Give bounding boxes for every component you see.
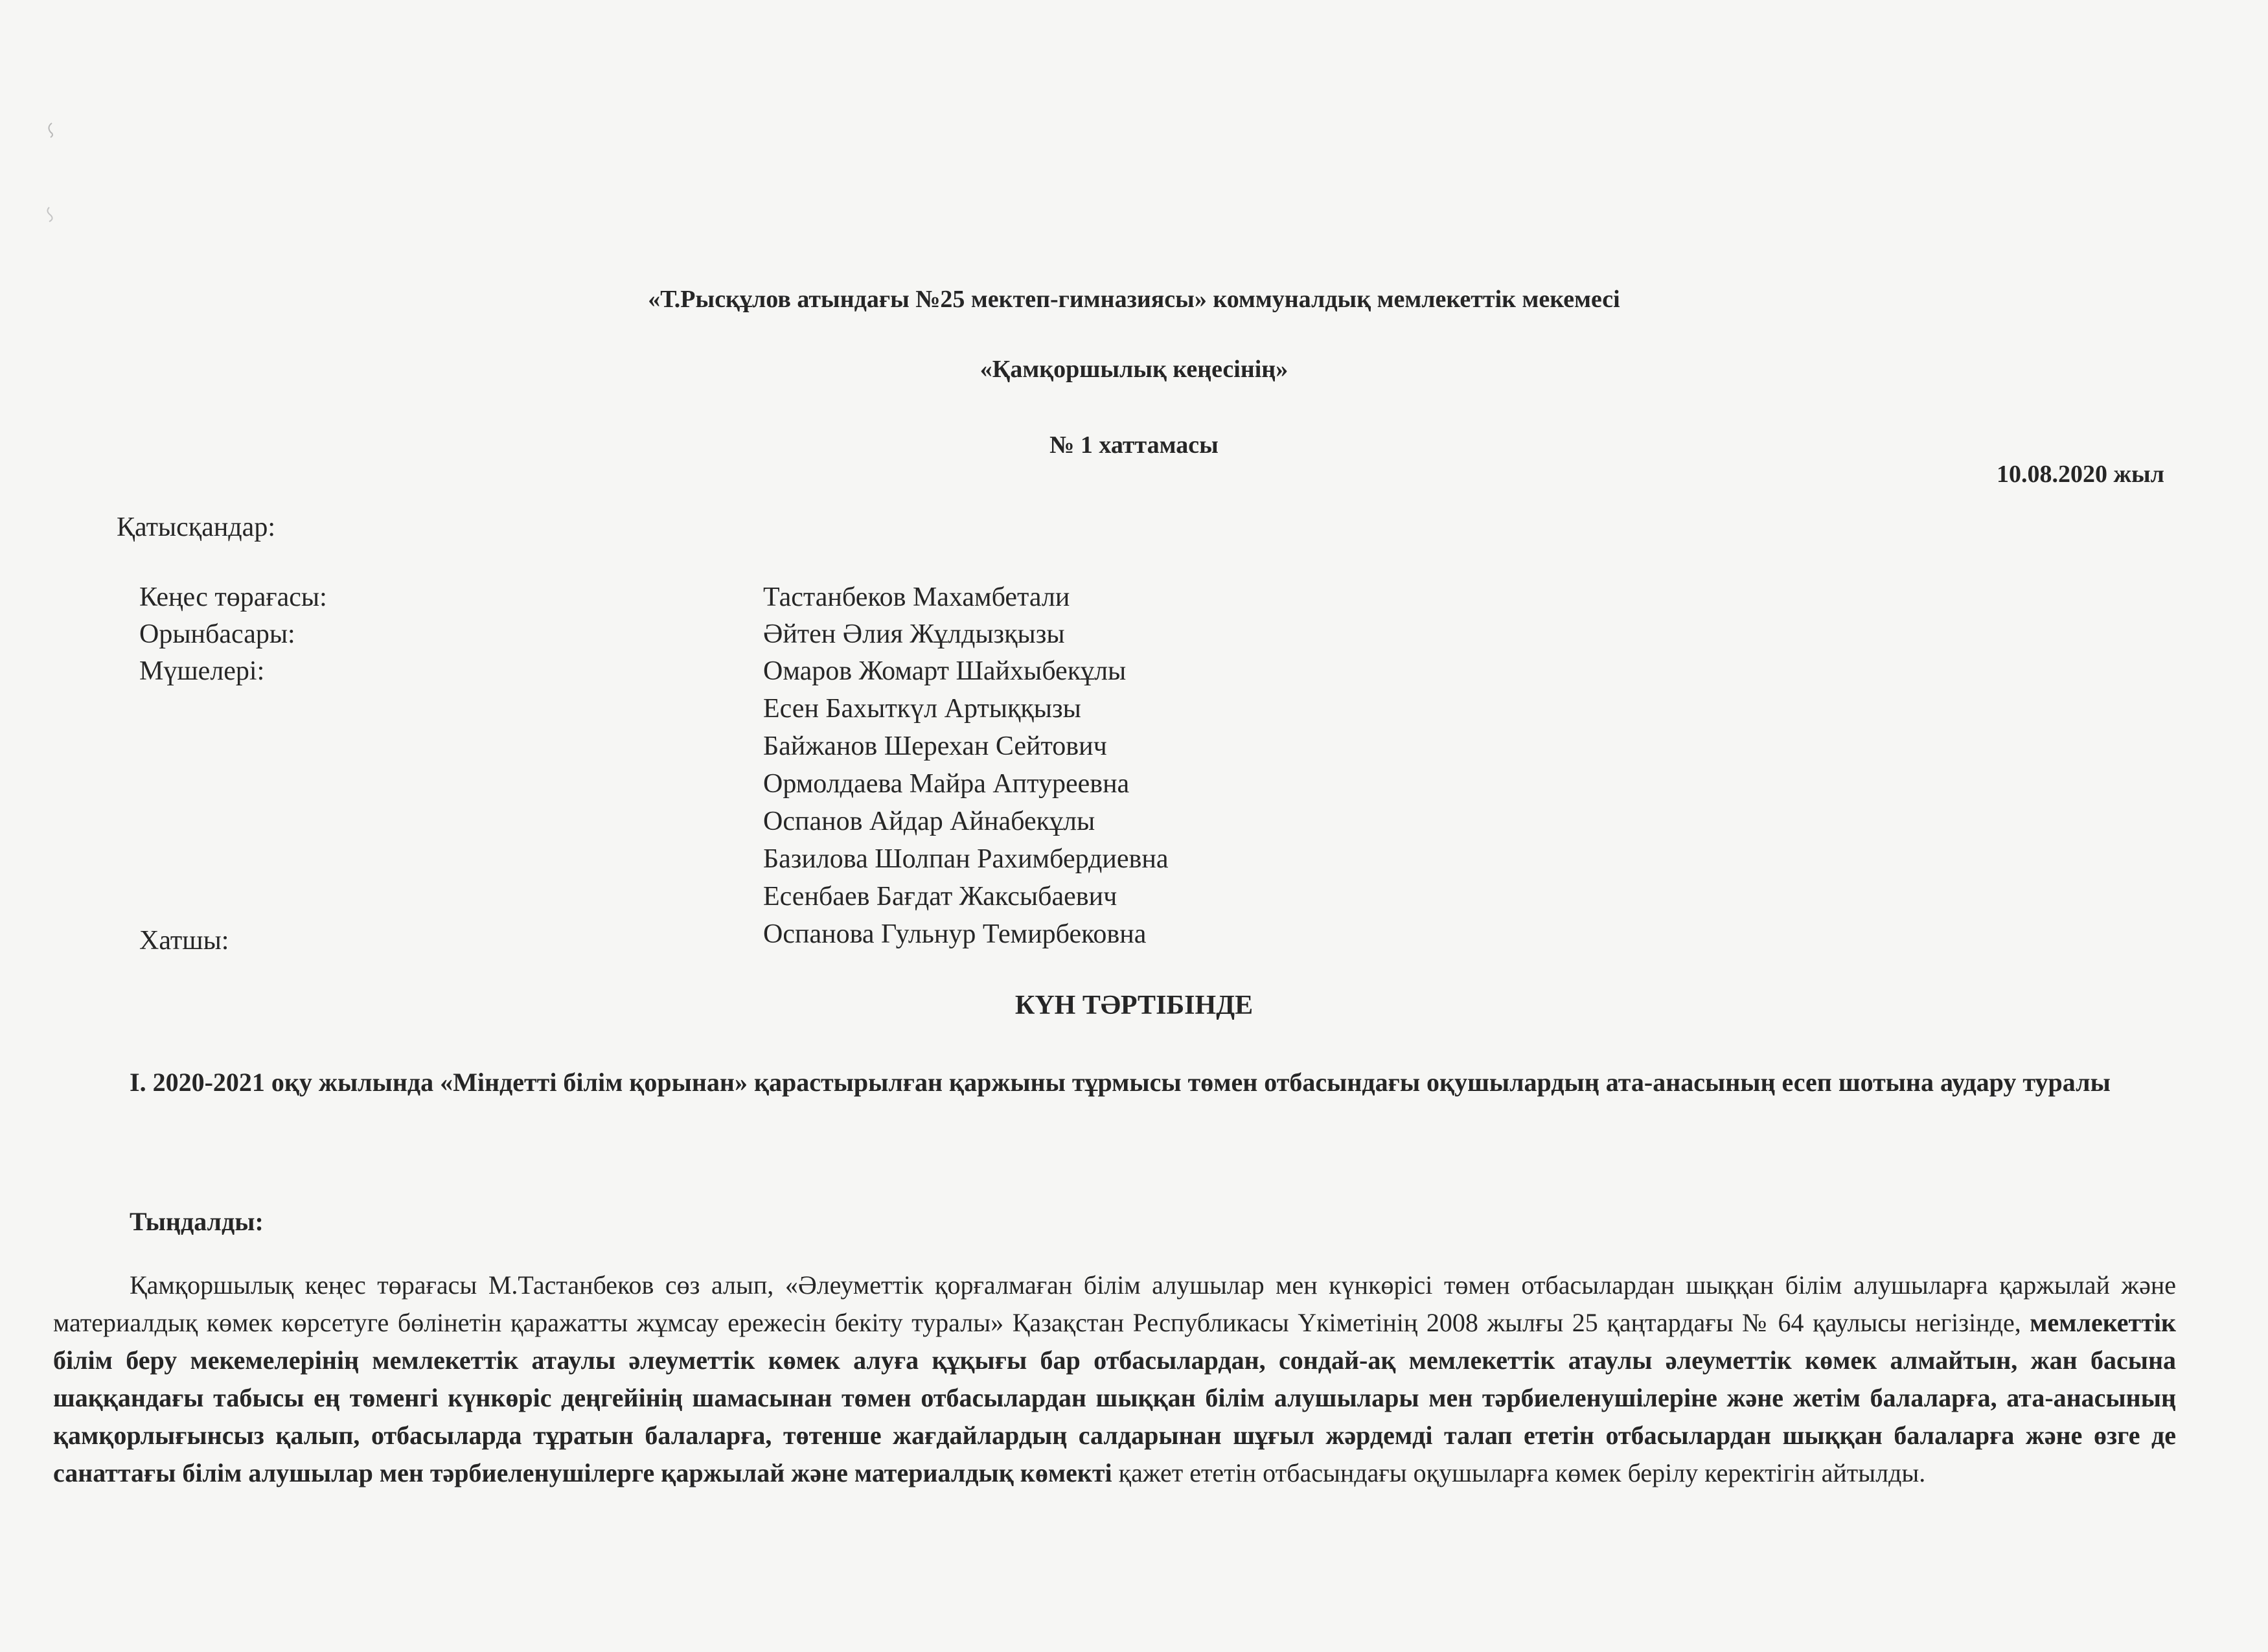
role-secretary: Хатшы:	[139, 926, 229, 956]
participant-name: Есенбаев Бағдат Жаксыбаевич	[763, 882, 1117, 912]
listened-paragraph	[53, 1267, 2176, 1492]
participant-name: Базилова Шолпан Рахимбердиевна	[763, 844, 1169, 874]
participant-name: Ормолдаева Майра Аптуреевна	[763, 769, 1130, 799]
punch-hole-marks	[39, 117, 65, 246]
agenda-item: I. 2020-2021 оқу жылында «Міндетті білім қорынан» қарастырылған қаржыны тұрмысы төмен отбасындағы оқушылардың ата-анасының есеп шотына аудару туралы	[130, 1068, 2111, 1097]
listened-text-end: қажет ететін отбасындағы оқушыларға көмек берілу керектігін айтылды.	[1112, 1458, 1926, 1487]
role-chair: Кеңес төрағасы:	[139, 582, 327, 612]
role-deputy: Орынбасары:	[139, 619, 295, 649]
participant-name: Тастанбеков Махамбетали	[763, 582, 1070, 612]
participant-name: Оспанова Гульнур Темирбековна	[763, 919, 1147, 949]
participant-name: Есен Бахыткүл Артыққызы	[763, 694, 1081, 724]
protocol-date: 10.08.2020 жыл	[1996, 461, 2164, 488]
protocol-number: № 1 хаттамасы	[1049, 431, 1219, 459]
listened-text-start: Қамқоршылық кеңес төрағасы М.Тастанбеков сөз алып, «Әлеуметтік қорғалмаған білім алушылар мен күнкөрісі төмен отбасылардан шыққан білім алушыларға қаржылай және материалдық көмек көрсетуге бөлінетін қаражатты жұмсау ережесін бекіту туралы» Қазақстан Республикасы Үкіметінің 2008 жылғы 25 қаңтардағы № 64 қаулысы негізінде,	[53, 1270, 2176, 1337]
role-members: Мүшелері:	[139, 656, 265, 686]
listened-text-bold: мемлекеттік білім беру мекемелерінің мемлекеттік атаулы әлеуметтік көмек алуға құқығы бар отбасылардан, сондай-ақ мемлекеттік атаулы әлеуметтік көмек алмайтын, жан басына шаққандағы табысы ең төменгі күнкөріс деңгейінің шамасынан төмен отбасылардан шыққан білім алушылары мен тәрбиеленушілеріне және жетім балаларға, ата-анасының қамқорлығынсыз қалып, отбасыларда тұратын балаларға, төтенше жағдайлардың салдарынан шұғыл жәрдемді талап ететін отбасылардан шыққан балаларға және өзге де санаттағы білім алушылар мен тәрбиеленушілерге қаржылай және материалдық көмекті	[53, 1308, 2176, 1487]
participant-name: Әйтен Әлия Жұлдызқызы	[763, 619, 1065, 649]
council-title: «Қамқоршылық кеңесінің»	[979, 356, 1289, 383]
agenda-heading: КҮН ТӘРТІБІНДЕ	[1014, 991, 1254, 1020]
institution-title: «Т.Рысқұлов атындағы №25 мектеп-гимназиясы» коммуналдық мемлекеттік мекемесі	[648, 286, 1620, 313]
listened-heading: Тыңдалды:	[130, 1207, 264, 1236]
participant-name: Оспанов Айдар Айнабекұлы	[763, 807, 1095, 836]
participant-name: Байжанов Шерехан Сейтович	[763, 731, 1107, 761]
participant-name: Омаров Жомарт Шайхыбекұлы	[763, 656, 1127, 686]
participants-heading: Қатысқандар:	[117, 512, 275, 542]
